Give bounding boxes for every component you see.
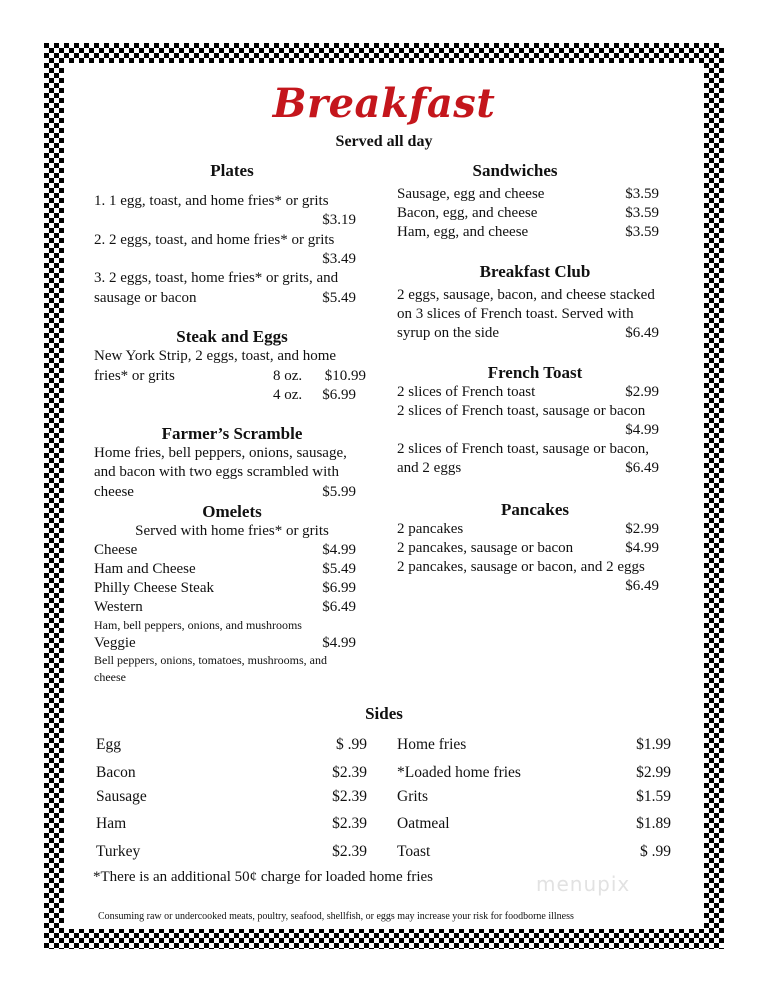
french-2: 2 slices of French toast, sausage or bacon bbox=[397, 403, 646, 419]
steak-heading: Steak and Eggs bbox=[176, 327, 288, 346]
sandwich-sausage-price: $3.59 bbox=[625, 186, 659, 202]
side-sausage-price: $2.39 bbox=[332, 788, 367, 805]
side-oatmeal-price: $1.89 bbox=[636, 815, 671, 832]
steak-size-8oz: 8 oz. bbox=[273, 368, 303, 384]
side-ham-price: $2.39 bbox=[332, 815, 367, 832]
side-grits: Grits bbox=[397, 788, 428, 805]
sandwich-ham-price: $3.59 bbox=[625, 224, 659, 240]
side-bacon-price: $2.39 bbox=[332, 764, 367, 781]
side-egg: Egg bbox=[96, 736, 121, 753]
omelet-veggie-desc-2: cheese bbox=[94, 670, 126, 684]
side-sausage: Sausage bbox=[96, 788, 147, 805]
pancakes-2: 2 pancakes, sausage or bacon bbox=[397, 540, 574, 556]
club-desc-2: on 3 slices of French toast. Served with bbox=[397, 306, 634, 322]
side-turkey: Turkey bbox=[96, 843, 141, 860]
plate-2-desc: 2. 2 eggs, toast, and home fries* or grits bbox=[94, 232, 335, 248]
farmer-desc-3: cheese bbox=[94, 484, 134, 500]
french-3-line-2: and 2 eggs bbox=[397, 460, 462, 476]
farmer-price: $5.99 bbox=[322, 484, 356, 500]
omelet-veggie: Veggie bbox=[94, 635, 136, 651]
french-2-price: $4.99 bbox=[625, 422, 659, 438]
side-toast-price: $ .99 bbox=[640, 843, 671, 860]
sandwich-sausage: Sausage, egg and cheese bbox=[397, 186, 545, 202]
omelet-veggie-price: $4.99 bbox=[322, 635, 356, 651]
omelet-philly: Philly Cheese Steak bbox=[94, 580, 214, 596]
side-ham: Ham bbox=[96, 815, 127, 832]
plates-heading: Plates bbox=[210, 161, 254, 180]
sandwiches-heading: Sandwiches bbox=[472, 161, 558, 180]
steak-desc-1: New York Strip, 2 eggs, toast, and home bbox=[94, 348, 337, 364]
pancakes-3-price: $6.49 bbox=[625, 578, 659, 594]
pancakes-3: 2 pancakes, sausage or bacon, and 2 eggs bbox=[397, 559, 645, 575]
menu-subtitle: Served all day bbox=[335, 133, 433, 150]
club-desc-3: syrup on the side bbox=[397, 325, 500, 341]
farmer-desc-2: and bacon with two eggs scrambled with bbox=[94, 464, 339, 480]
sandwich-bacon: Bacon, egg, and cheese bbox=[397, 205, 538, 221]
omelets-heading: Omelets bbox=[202, 502, 262, 521]
steak-price-4oz: $6.99 bbox=[322, 387, 356, 403]
pancakes-heading: Pancakes bbox=[501, 500, 569, 519]
side-home-fries-price: $1.99 bbox=[636, 736, 671, 753]
watermark: menupix bbox=[536, 872, 631, 896]
side-loaded-home-fries: *Loaded home fries bbox=[397, 764, 521, 781]
french-heading: French Toast bbox=[487, 363, 583, 382]
farmer-desc-1: Home fries, bell peppers, onions, sausage, bbox=[94, 445, 347, 461]
side-bacon: Bacon bbox=[96, 764, 136, 781]
pancakes-2-price: $4.99 bbox=[625, 540, 659, 556]
farmer-heading: Farmer’s Scramble bbox=[161, 424, 303, 443]
club-desc-1: 2 eggs, sausage, bacon, and cheese stacked bbox=[397, 287, 655, 303]
pancakes-1-price: $2.99 bbox=[625, 521, 659, 537]
omelet-ham-cheese-price: $5.49 bbox=[322, 561, 356, 577]
omelet-veggie-desc-1: Bell peppers, onions, tomatoes, mushrooms, and bbox=[94, 653, 327, 667]
omelet-western-desc: Ham, bell peppers, onions, and mushrooms bbox=[94, 618, 302, 632]
side-loaded-home-fries-price: $2.99 bbox=[636, 764, 671, 781]
plate-3-desc: 3. 2 eggs, toast, home fries* or grits, and bbox=[94, 270, 339, 286]
side-grits-price: $1.59 bbox=[636, 788, 671, 805]
omelet-western-price: $6.49 bbox=[322, 599, 356, 615]
club-price: $6.49 bbox=[625, 325, 659, 341]
plate-3-desc-2: sausage or bacon bbox=[94, 290, 197, 306]
side-toast: Toast bbox=[397, 843, 431, 860]
steak-desc-2: fries* or grits bbox=[94, 368, 175, 384]
pancakes-1: 2 pancakes bbox=[397, 521, 464, 537]
plate-2-price: $3.49 bbox=[322, 251, 356, 267]
french-1: 2 slices of French toast bbox=[397, 384, 536, 400]
loaded-fries-note: *There is an additional 50¢ charge for loaded home fries bbox=[93, 869, 434, 885]
health-disclaimer: Consuming raw or undercooked meats, poultry, seafood, shellfish, or eggs may increase your risk for foodborne illness bbox=[98, 911, 574, 922]
omelet-cheese: Cheese bbox=[94, 542, 138, 558]
omelet-philly-price: $6.99 bbox=[322, 580, 356, 596]
steak-price-8oz: $10.99 bbox=[324, 368, 366, 384]
sandwich-ham: Ham, egg, and cheese bbox=[397, 224, 529, 240]
omelet-western: Western bbox=[94, 599, 143, 615]
side-turkey-price: $2.39 bbox=[332, 843, 367, 860]
omelet-cheese-price: $4.99 bbox=[322, 542, 356, 558]
sides-heading: Sides bbox=[365, 704, 403, 723]
plate-1-price: $3.19 bbox=[322, 212, 356, 228]
side-home-fries: Home fries bbox=[397, 736, 467, 753]
omelets-subheading: Served with home fries* or grits bbox=[135, 523, 329, 539]
plate-3-price: $5.49 bbox=[322, 290, 356, 306]
side-oatmeal: Oatmeal bbox=[397, 815, 450, 832]
plate-1-desc: 1. 1 egg, toast, and home fries* or grits bbox=[94, 193, 329, 209]
french-3: 2 slices of French toast, sausage or bacon, bbox=[397, 441, 650, 457]
french-3-price: $6.49 bbox=[625, 460, 659, 476]
steak-size-4oz: 4 oz. bbox=[273, 387, 303, 403]
omelet-ham-cheese: Ham and Cheese bbox=[94, 561, 196, 577]
menu-title: Breakfast bbox=[272, 80, 496, 127]
club-heading: Breakfast Club bbox=[479, 262, 591, 281]
sandwich-bacon-price: $3.59 bbox=[625, 205, 659, 221]
french-1-price: $2.99 bbox=[625, 384, 659, 400]
side-egg-price: $ .99 bbox=[336, 736, 367, 753]
